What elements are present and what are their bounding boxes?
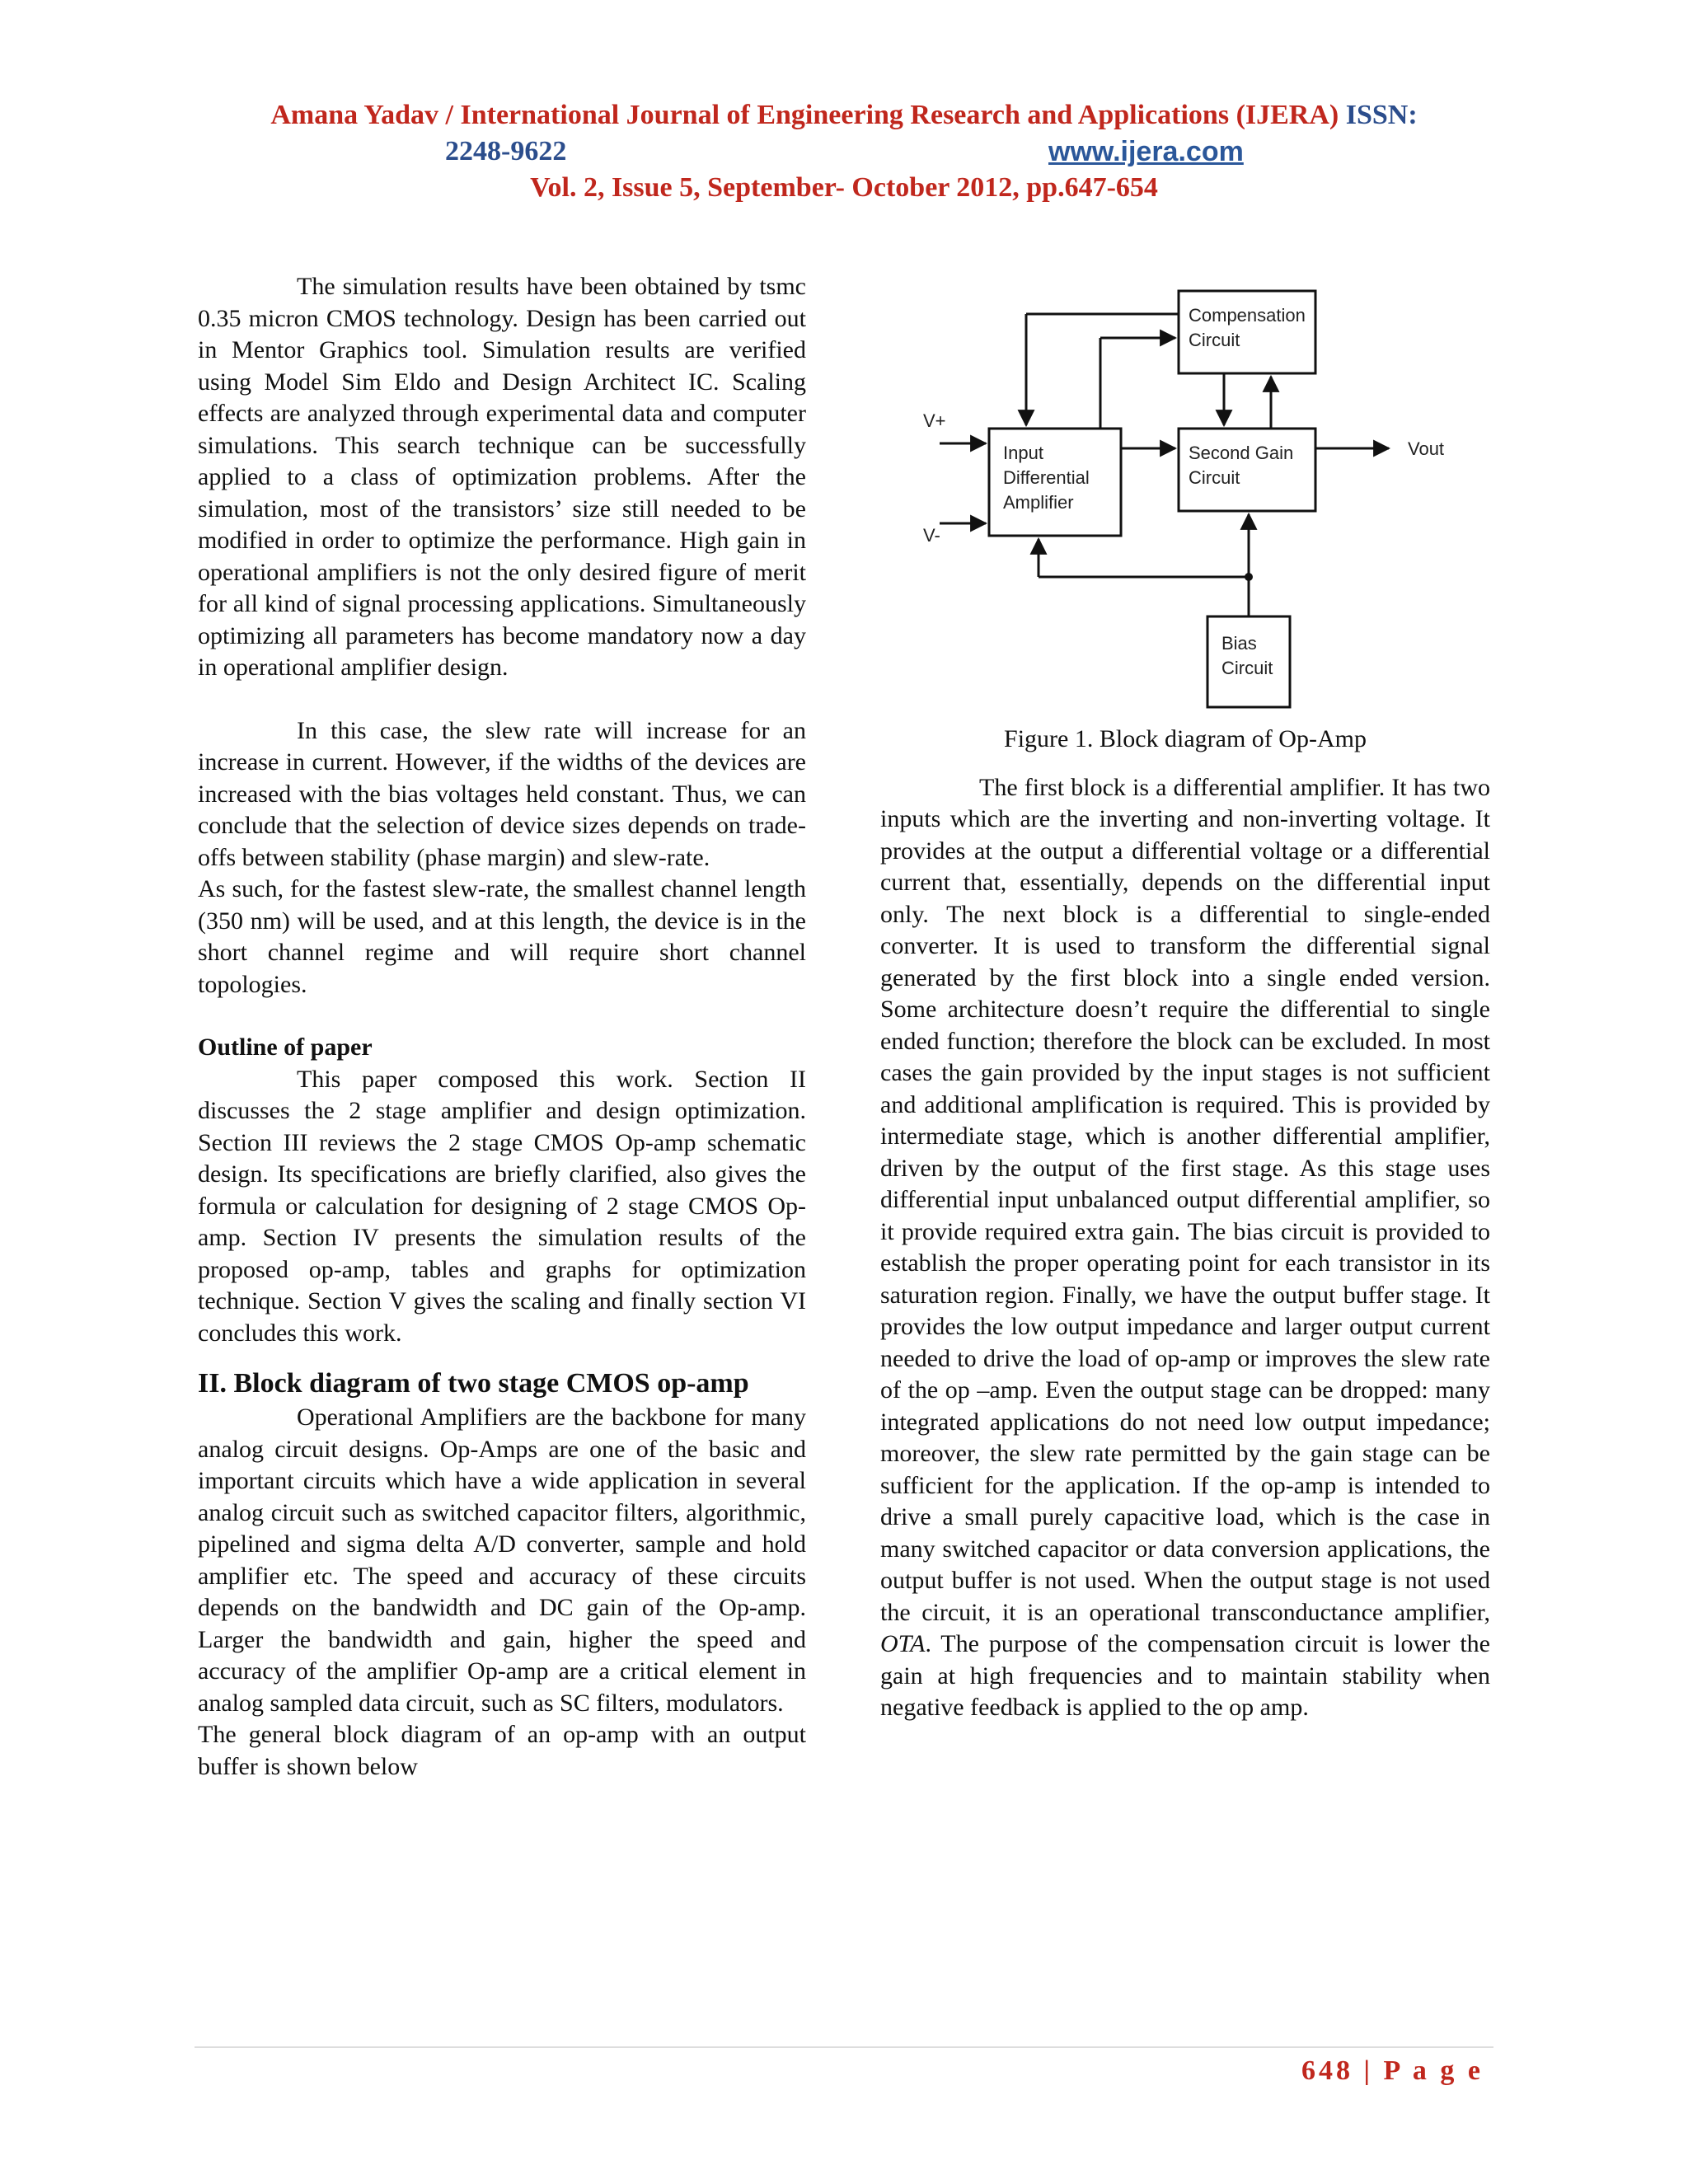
left-paragraph-1: The simulation results have been obtained by tsmc 0.35 micron CMOS technology. Design has been carried out in Mentor Graphics tool. Simulation results are verified using Model Sim Eldo and Design Architect IC. Scaling effects are analyzed through experimental data and computer simulations. This search technique can be successfully applied to a class of optimization problems. After the simulation, most of the transistors’ size still needed to be modified in order to optimize the performance. High gain in operational amplifiers is not the only desired figure of merit for all kind of signal processing applications. Simultaneously optimizing all parameters has become mandatory now a day in operational amplifier design.	[198, 273, 806, 681]
header-line-2	[0, 134, 1688, 170]
right-paragraph-1-text-b: . The purpose of the compensation circuit is lower the gain at high frequencies and to maintain stability when negative feedback is applied to the op amp.	[880, 1630, 1490, 1721]
figure-caption: Figure 1. Block diagram of Op-Amp	[1004, 725, 1367, 752]
left-column	[198, 271, 806, 1783]
page-number: 648 | P a g e	[1301, 2055, 1484, 2086]
outline-heading: Outline of paper	[198, 1033, 373, 1061]
header-issn-number: 2248-9622	[445, 136, 567, 166]
second-gain-label-1: Second Gain	[1189, 443, 1294, 463]
right-paragraph-1-text-a: The first block is a differential amplifier. It has two inputs which are the inverting and non-inverting voltage. It provides at the output a differential voltage or a differential current that, essentially, depends on the differential input only. The next block is a differential to single-ended converter. It is used to transform the differential signal generated by the first block into a single ended version. Some architecture doesn’t require the differential to single ended function; therefore the block can be excluded. In most cases the gain provided by the input stages is not sufficient and additional amplification is required. This is provided by intermediate stage, which is another differential amplifier, driven by the output of the first stage. As this stage uses differential input unbalanced output differential amplifier, so it provide required extra gain. The bias circuit is provided to establish the proper operating point for each transistor in its saturation region. Finally, we have the output buffer stage. It provides the low output impedance and larger output current needed to drive the load of op-amp or improves the slew rate of the op –amp. Even the output stage can be dropped: many integrated applications do not need low output impedance; moreover, the slew rate permitted by the gain stage can be sufficient for the application. If the op-amp is intended to drive a small purely capacitive load, which is the case in many switched capacitor or data conversion applications, the output buffer is not used. When the output stage is not used the circuit, it is an operational transconductance amplifier,	[880, 773, 1490, 1626]
ota-term: OTA	[880, 1630, 926, 1657]
section-heading: II. Block diagram of two stage CMOS op-amp	[198, 1368, 749, 1399]
left-paragraph-3: As such, for the fastest slew-rate, the smallest channel length (350 nm) will be used, and at this length, the device is in the short channel regime and will require short channel topologies.	[198, 875, 806, 998]
v-minus-label: V-	[923, 525, 940, 546]
bias-label-2: Circuit	[1221, 658, 1273, 678]
compensation-label-1: Compensation	[1189, 305, 1306, 326]
v-out-label: Vout	[1408, 438, 1445, 459]
v-plus-label: V+	[923, 410, 946, 431]
footer-rule	[195, 2046, 1493, 2048]
left-paragraph-6: The general block diagram of an op-amp with an output buffer is shown below	[198, 1721, 806, 1780]
header-volume: Vol. 2, Issue 5, September- October 2012, pp.647-654	[530, 172, 1158, 203]
compensation-label-2: Circuit	[1189, 330, 1240, 350]
input-diff-label-2: Differential	[1003, 467, 1090, 488]
header-line-1	[0, 97, 1688, 134]
right-paragraph-1	[880, 772, 1490, 1724]
input-diff-label-3: Amplifier	[1003, 492, 1074, 513]
left-paragraph-2: In this case, the slew rate will increase for an increase in current. However, if the widths of the devices are increased with the bias voltages held constant. Thus, we can conclude that the selection of device sizes depends on trade-offs between stability (phase margin) and slew-rate.	[198, 716, 806, 871]
bias-label-1: Bias	[1221, 633, 1257, 654]
header-issn-label: ISSN:	[1345, 100, 1418, 130]
left-paragraph-4: This paper composed this work. Section II discusses the 2 stage amplifier and design optimization. Section III reviews the 2 stage CMOS Op-amp schematic design. Its specifications are briefly clarified, also gives the formula or calculation for designing of 2 stage CMOS Op-amp. Section IV presents the simulation results of the proposed op-amp, tables and graphs for optimization technique. Section V gives the scaling and finally section VI concludes this work.	[198, 1065, 806, 1347]
header-website-link[interactable]: www.ijera.com	[1048, 136, 1244, 167]
right-column	[880, 724, 1490, 1724]
header-author-journal: Amana Yadav / International Journal of Engineering Research and Applications (IJERA)	[270, 100, 1339, 130]
journal-header	[0, 97, 1688, 206]
input-diff-label-1: Input	[1003, 443, 1043, 463]
second-gain-label-2: Circuit	[1189, 467, 1240, 488]
block-diagram-figure	[890, 276, 1513, 721]
left-paragraph-5: Operational Amplifiers are the backbone for many analog circuit designs. Op-Amps are one of the basic and important circuits which have a wide application in several analog circuit such as switched capacitor filters, algorithmic, pipelined and sigma delta A/D converter, sample and hold amplifier etc. The speed and accuracy of these circuits depends on the bandwidth and DC gain of the Op-amp. Larger the bandwidth and gain, higher the speed and accuracy of the amplifier Op-amp are a critical element in analog sampled data circuit, such as SC filters, modulators.	[198, 1404, 806, 1717]
